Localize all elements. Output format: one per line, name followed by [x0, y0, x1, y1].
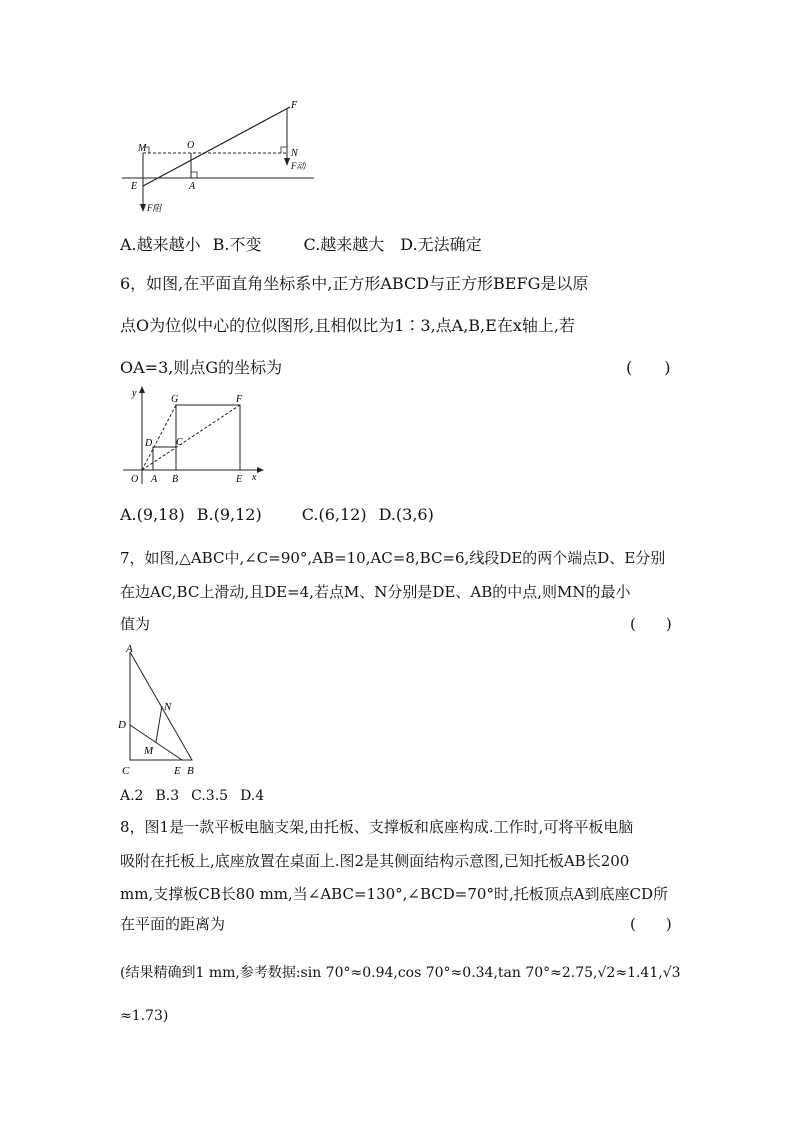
- q8-note-line-1: (结果精确到1 mm,参考数据:sin 70°≈0.94,cos 70°≈0.34,tan 70°≈2.75,√2≈1.41,√3: [120, 965, 681, 981]
- triangle-figure: [116, 642, 206, 778]
- q8-line-4: 在平面的距离为: [120, 915, 226, 933]
- label-D: D: [118, 719, 126, 731]
- squares-figure: [118, 384, 268, 488]
- label-M: M: [138, 143, 147, 154]
- lever-figure: [118, 96, 318, 218]
- q7-option-d: D.4: [240, 788, 265, 804]
- q6-option-b: B.(9,12): [196, 505, 262, 524]
- q8-answer-paren: ( ): [630, 915, 672, 933]
- q8-line-1: 8，图1是一款平板电脑支架,由托板、支撑板和底座构成.工作时,可将平板电脑: [120, 818, 634, 836]
- q7-line-3: 值为: [120, 615, 151, 633]
- q8-line-3: mm,支撑板CB长80 mm,当∠ABC=130°,∠BCD=70°时,托板顶点A到底座CD所: [120, 885, 669, 903]
- q7-option-a: A.2: [120, 788, 144, 804]
- q6-option-c: C.(6,12): [301, 505, 367, 524]
- label-G: G: [171, 394, 179, 405]
- label-N: N: [164, 701, 172, 713]
- q6-answer-paren: ( ): [626, 358, 671, 377]
- label-y: y: [132, 388, 137, 399]
- label-A: A: [151, 474, 158, 485]
- q6-line-3: OA=3,则点G的坐标为: [120, 358, 283, 377]
- label-O: O: [131, 474, 139, 485]
- label-B: B: [187, 765, 194, 777]
- label-M: M: [144, 745, 154, 757]
- q5-option-d: D.无法确定: [400, 235, 482, 254]
- q7-line-1: 7，如图,△ABC中,∠C=90°,AB=10,AC=8,BC=6,线段DE的两个端点D、E分别: [120, 549, 666, 567]
- q7-options: [120, 788, 264, 804]
- q5-option-a: A.越来越小: [120, 235, 201, 254]
- q8-note-line-2: ≈1.73): [120, 1008, 169, 1024]
- q5-option-c: C.越来越大: [303, 235, 385, 254]
- q7-option-c: C.3.5: [191, 788, 229, 804]
- label-C: C: [122, 765, 130, 777]
- q6-option-a: A.(9,18): [120, 505, 185, 524]
- label-F-zu: F阻: [147, 203, 162, 213]
- label-C: C: [176, 437, 183, 448]
- q7-option-b: B.3: [155, 788, 180, 804]
- label-D: D: [145, 438, 153, 449]
- label-F-dong: F动: [291, 161, 306, 171]
- label-E: E: [174, 765, 181, 777]
- q7-line-2: 在边AC,BC上滑动,且DE=4,若点M、N分别是DE、AB的中点,则MN的最小: [120, 583, 631, 601]
- label-F: F: [291, 100, 298, 111]
- label-N: N: [291, 148, 298, 159]
- q6-options: [120, 505, 434, 524]
- q8-line-2: 吸附在托板上,底座放置在桌面上.图2是其侧面结构示意图,已知托板AB长200: [120, 852, 630, 870]
- label-x: x: [252, 472, 257, 483]
- label-B: B: [172, 474, 179, 485]
- q5-options: [120, 232, 482, 255]
- q6-line-2: 点O为位似中心的位似图形,且相似比为1∶3,点A,B,E在x轴上,若: [120, 316, 575, 335]
- label-A: A: [189, 181, 196, 192]
- q7-answer-paren: ( ): [630, 615, 672, 633]
- label-E: E: [131, 181, 138, 192]
- label-E: E: [236, 474, 243, 485]
- q5-option-b: B.不变: [212, 235, 262, 254]
- label-O: O: [187, 140, 195, 151]
- q6-option-d: D.(3,6): [378, 505, 434, 524]
- label-F: F: [236, 394, 243, 405]
- q6-line-1: 6，如图,在平面直角坐标系中,正方形ABCD与正方形BEFG是以原: [120, 274, 589, 293]
- label-A: A: [126, 643, 133, 655]
